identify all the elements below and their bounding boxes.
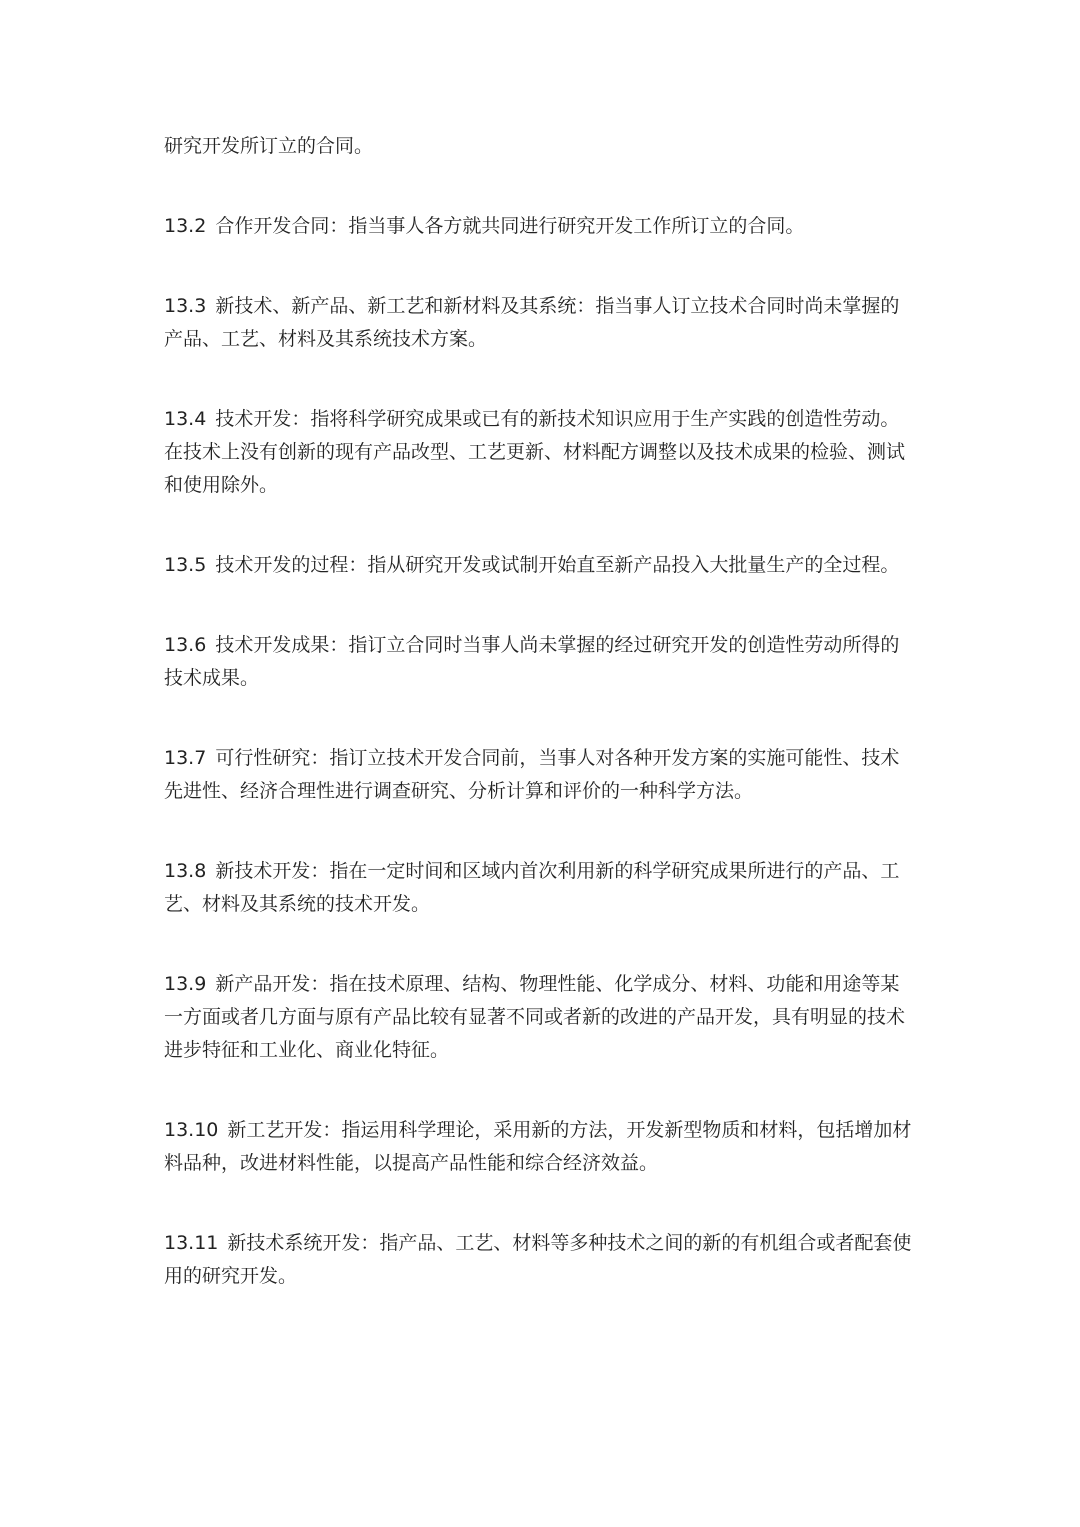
paragraph-13-8 bbox=[164, 855, 916, 921]
paragraph-text: 技术开发成果：指订立合同时当事人尚未掌握的经过研究开发的创造性劳动所得的技术成果。 bbox=[164, 634, 900, 689]
paragraph-number: 13.6 bbox=[164, 634, 207, 656]
paragraph-13-4 bbox=[164, 403, 916, 502]
paragraph-13-9 bbox=[164, 968, 916, 1067]
paragraph-number: 13.8 bbox=[164, 860, 207, 882]
paragraph-13-5 bbox=[164, 549, 916, 582]
paragraph-text: 合作开发合同：指当事人各方就共同进行研究开发工作所订立的合同。 bbox=[215, 215, 805, 237]
paragraph-continuation bbox=[164, 130, 916, 163]
paragraph-text: 新工艺开发：指运用科学理论，采用新的方法，开发新型物质和材料，包括增加材料品种，改进材料性能，以提高产品性能和综合经济效益。 bbox=[164, 1119, 912, 1174]
paragraph-text: 可行性研究：指订立技术开发合同前，当事人对各种开发方案的实施可能性、技术先进性、经济合理性进行调查研究、分析计算和评价的一种科学方法。 bbox=[164, 747, 900, 802]
paragraph-13-10 bbox=[164, 1114, 916, 1180]
paragraph-13-7 bbox=[164, 742, 916, 808]
paragraph-text: 研究开发所订立的合同。 bbox=[164, 135, 374, 157]
paragraph-text: 新技术、新产品、新工艺和新材料及其系统：指当事人订立技术合同时尚未掌握的产品、工艺、材料及其系统技术方案。 bbox=[164, 295, 900, 350]
paragraph-number: 13.9 bbox=[164, 973, 207, 995]
paragraph-number: 13.11 bbox=[164, 1232, 219, 1254]
paragraph-text: 新技术系统开发：指产品、工艺、材料等多种技术之间的新的有机组合或者配套使用的研究开发。 bbox=[164, 1232, 912, 1287]
document-body bbox=[164, 130, 916, 1340]
paragraph-number: 13.10 bbox=[164, 1119, 219, 1141]
paragraph-text: 新产品开发：指在技术原理、结构、物理性能、化学成分、材料、功能和用途等某一方面或者几方面与原有产品比较有显著不同或者新的改进的产品开发，具有明显的技术进步特征和工业化、商业化特征。 bbox=[164, 973, 906, 1061]
paragraph-number: 13.4 bbox=[164, 408, 207, 430]
paragraph-text: 技术开发：指将科学研究成果或已有的新技术知识应用于生产实践的创造性劳动。在技术上没有创新的现有产品改型、工艺更新、材料配方调整以及技术成果的检验、测试和使用除外。 bbox=[164, 408, 906, 496]
paragraph-text: 技术开发的过程：指从研究开发或试制开始直至新产品投入大批量生产的全过程。 bbox=[215, 554, 900, 576]
paragraph-number: 13.2 bbox=[164, 215, 207, 237]
paragraph-13-6 bbox=[164, 629, 916, 695]
paragraph-number: 13.7 bbox=[164, 747, 207, 769]
paragraph-number: 13.5 bbox=[164, 554, 207, 576]
paragraph-number: 13.3 bbox=[164, 295, 207, 317]
paragraph-13-3 bbox=[164, 290, 916, 356]
paragraph-13-11 bbox=[164, 1227, 916, 1293]
paragraph-13-2 bbox=[164, 210, 916, 243]
paragraph-text: 新技术开发：指在一定时间和区域内首次利用新的科学研究成果所进行的产品、工艺、材料及其系统的技术开发。 bbox=[164, 860, 900, 915]
